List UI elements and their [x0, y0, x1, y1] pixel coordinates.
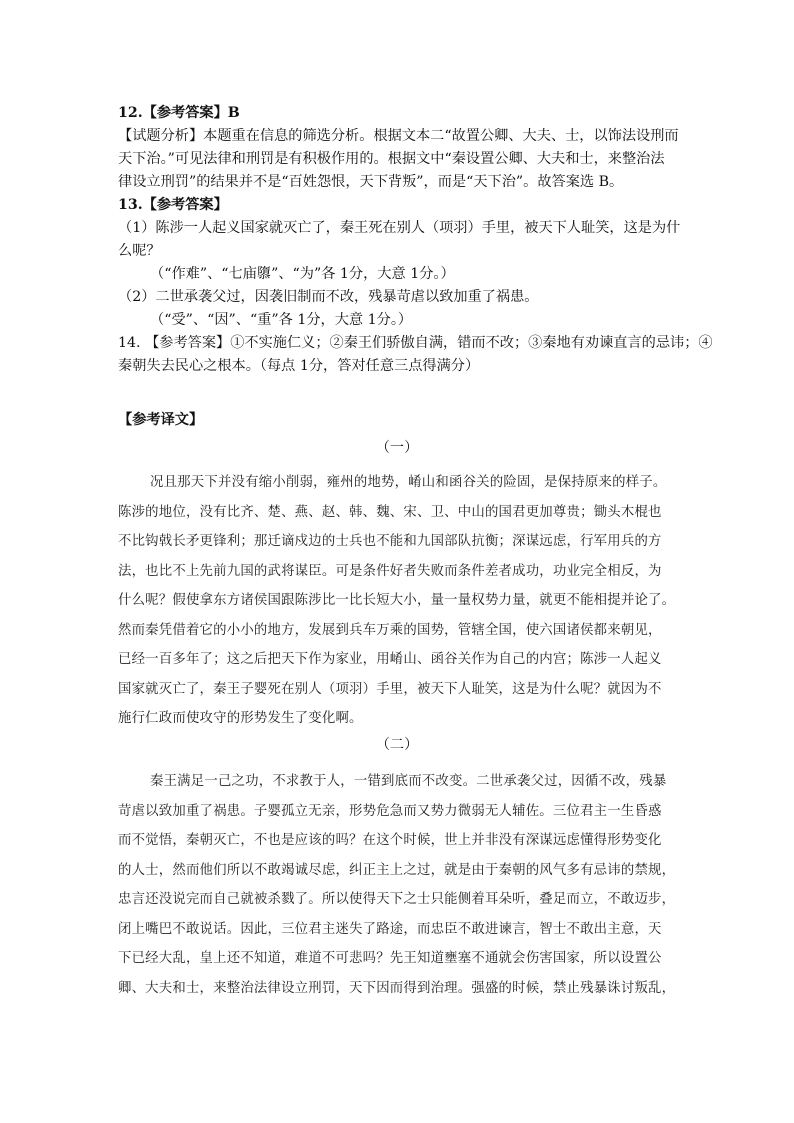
- translation-line: 施行仁政而使攻守的形势发生了变化啊。: [118, 711, 363, 726]
- q13-item2-score: （“受”、“因”、“重”各 1分，大意 1分。）: [150, 312, 413, 328]
- q12-analysis-text: 律设立刑罚”的结果并不是“百姓怨恨，天下背叛”，而是“天下治”。故答案选 B。: [118, 174, 624, 190]
- translation-line: 法，也比不上先前九国的武将谋臣。可是条件好者失败而条件差者成功，功业完全相反，为: [118, 563, 662, 579]
- q14-answer-line: 14. 【参考答案】①不实施仁义；②秦王们骄傲自满，错而不改；③秦地有劝谏直言的忌讳；④: [118, 335, 713, 351]
- q12-analysis-text: 【试题分析】本题重在信息的筛选分析。根据文本二“故置公卿、大夫、士，以饰法设刑而: [118, 128, 679, 144]
- q13-answer: 13.【参考答案】: [118, 197, 228, 213]
- q12-answer-text: 12.【参考答案】B: [118, 105, 240, 121]
- translation-line: 苛虐以致加重了祸患。子婴孤立无亲，形势危急而又势力微弱无人辅佐。三位君主一生昏惑: [118, 803, 662, 819]
- translation-line: 况且那天下并没有缩小削弱，雍州的地势，崤山和函谷关的险固，是保持原来的样子。: [150, 475, 667, 490]
- q14-answer-line: 秦朝失去民心之根本。（每点 1分，答对任意三点得满分）: [118, 358, 480, 374]
- q12-analysis-line: [118, 149, 665, 169]
- translation-line: 而不觉悟，秦朝灭亡，不也是应该的吗？在这个时候，世上并非没有深谋远虑懂得形势变化: [118, 833, 662, 848]
- part1-title: （一）: [375, 440, 419, 456]
- q13-item1-line: 么呢？: [118, 243, 161, 259]
- q13-item1-line: （1）陈涉一人起义国家就灭亡了，秦王死在别人（项羽）手里，被天下人耻笑，这是为什: [118, 220, 681, 236]
- translation-line: 忠言还没说完而自己就被杀戮了。所以使得天下之士只能侧着耳朵听，叠足而立，不敢迈步，: [118, 892, 676, 907]
- part2-title: （二）: [375, 737, 419, 753]
- q12-analysis-line: [118, 172, 623, 192]
- q12-answer: [118, 103, 240, 123]
- translation-line: 国家就灭亡了，秦王子婴死在别人（项羽）手里，被天下人耻笑，这是为什么呢？就因为不: [118, 681, 662, 697]
- q12-analysis-line: [118, 126, 679, 146]
- translation-line: 已经一百多年了；这之后把天下作为家业，用崤山、函谷关作为自己的内宫；陈涉一人起义: [118, 652, 662, 667]
- translation-line: 什么呢？假使拿东方诸侯国跟陈涉比一比长短大小，量一量权势力量，就更不能相提并论了。: [118, 593, 676, 608]
- translation-line: 下已经大乱，皇上还不知道，难道不可悲吗？先王知道壅塞不通就会伤害国家，所以设置公: [118, 951, 662, 966]
- translation-line: 陈涉的地位，没有比齐、楚、燕、赵、韩、魏、宋、卫、中山的国君更加尊贵；锄头木棍也: [118, 504, 662, 520]
- translation-line: 的人士，然而他们所以不敢竭诚尽虑，纠正主上之过，就是由于秦朝的风气多有忌讳的禁规，: [118, 862, 676, 878]
- translation-line: 然而秦凭借着它的小小的地方，发展到兵车万乘的国势，管辖全国，使六国诸侯都来朝见，: [118, 622, 662, 638]
- q13-item1-score: （“作难”、“七庙隳”、“为”各 1分，大意 1分。）: [150, 266, 455, 282]
- translation-line: 不比钩戟长矛更锋利；那迁谪戍边的士兵也不能和九国部队抗衡；深谋远虑，行军用兵的方: [118, 534, 662, 549]
- translation-line: 秦王满足一己之功，不求教于人，一错到底而不改变。二世承袭父过，因循不改，残暴: [150, 774, 667, 789]
- translation-line: 卿、大夫和士，来整治法律设立刑罚，天下因而得到治理。强盛的时候，禁止残暴诛讨叛乱，: [118, 980, 676, 996]
- translation-heading: 【参考译文】: [118, 412, 204, 428]
- q13-item2-line: （2）二世承袭父过，因袭旧制而不改，残暴苛虐以致加重了祸患。: [118, 289, 539, 305]
- translation-line: 闭上嘴巴不敢说话。因此，三位君主迷失了路途，而忠臣不敢进谏言，智士不敢出主意，天: [118, 921, 662, 937]
- q12-analysis-text: 天下治。”可见法律和刑罚是有积极作用的。根据文中“秦设置公卿、大夫和士，来整治法: [118, 151, 665, 167]
